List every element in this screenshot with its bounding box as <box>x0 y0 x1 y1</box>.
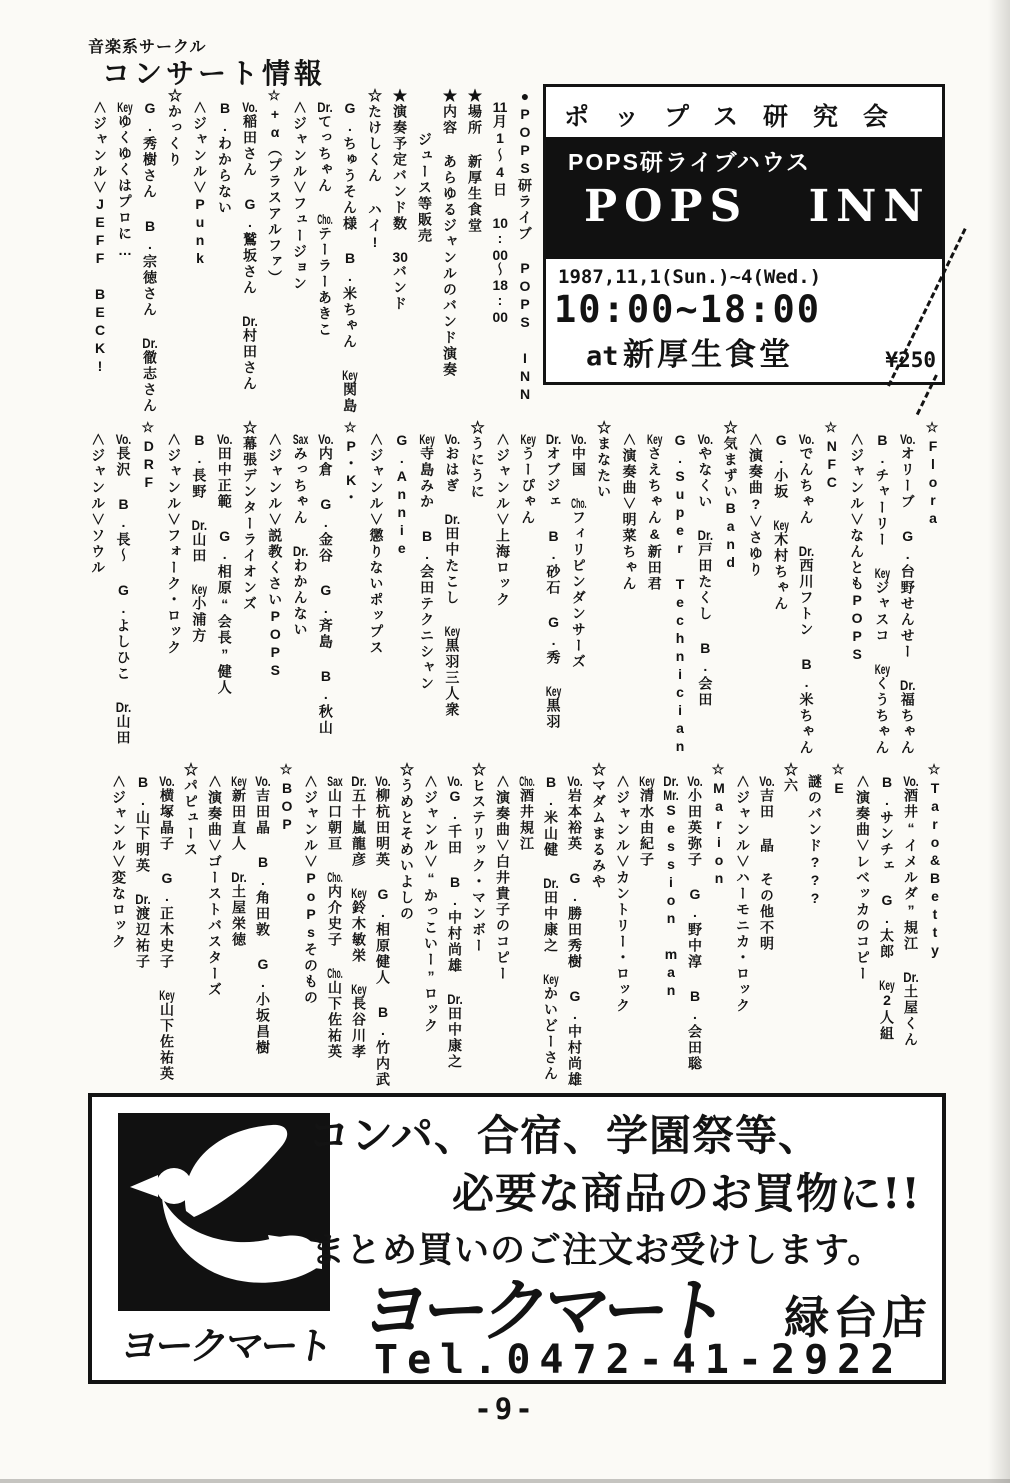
listing-column: Vo.横塚晶子 G.正木史子 Key山下佐祐英 <box>159 774 175 1082</box>
listing-column: ☆たけしくん ハイ! <box>367 88 383 252</box>
listing-column: Vo.やなくい Dr.戸田たくし B.会田 <box>697 432 714 708</box>
listing-column: ☆マダムまるみや <box>591 762 607 890</box>
store-name: ヨークマート <box>356 1271 730 1350</box>
listing-column: Dr.五十嵐龍彦 Key鈴木敏栄 Key長谷川孝 <box>351 774 367 1060</box>
store-branch: 緑台店 <box>784 1291 932 1344</box>
listing-column: 謎のバンド??? <box>807 774 823 908</box>
listing-column: ジュース等販売 <box>417 100 433 244</box>
store-phone: Tel.0472-41-2922 <box>374 1337 904 1383</box>
listing-column: ∧ジャンル∨PoPsそのもの <box>303 774 319 1006</box>
listing-column: ∧ジャンル∨説教くさいPOPS <box>267 432 284 680</box>
listing-column: ∧ジャンル∨なんともPOPS <box>849 432 866 664</box>
listing-column: 11月1〜4日 10:00〜18:00 <box>492 100 508 324</box>
listing-column: B.わからない <box>217 100 233 216</box>
listing-column: ∧演奏曲∨明菜ちゃん <box>621 432 638 592</box>
listing-column: Dr.オブジェ B.砂石 G.秀 Key黒羽 <box>545 432 562 730</box>
listing-column: G.小坂 Key木村ちゃん <box>773 432 790 612</box>
listing-column: Key新田直人 Dr.土屋栄徳 <box>231 774 247 948</box>
listing-column: ☆Marion <box>711 762 727 888</box>
listing-column: Key寺島みか B.会田テクニシャン <box>419 432 436 692</box>
listing-column: ☆うにうに <box>469 420 486 500</box>
scan-edge-right <box>988 0 1010 1483</box>
listing-column: ★演奏予定バンド数 30バンド <box>392 88 408 312</box>
listing-column: Vo.オリーブ G.台野せんせー Dr.福ちゃん <box>899 432 916 756</box>
place-name: 新厚生食堂 <box>622 337 793 372</box>
event-price: ¥250 <box>885 348 936 372</box>
listing-column: ☆六 <box>783 762 799 794</box>
listing-column: ☆BOP <box>279 762 295 834</box>
listing-column: B.米山健 Dr.田中康之 Keyかいどーさん <box>543 774 559 1082</box>
listing-column: ☆DRF <box>140 420 157 492</box>
listing-column: ∧ジャンル∨フォーク・ロック <box>166 432 183 656</box>
event-date: 1987,11,1(Sun.)~4(Wed.) <box>558 266 822 288</box>
ad-copy-line-1: コンパ、合宿、学園祭等、 <box>308 1111 822 1160</box>
listing-column: G.秀樹さん B.宗徳さん Dr.徹志さん <box>142 100 158 414</box>
listing-column: Keyうーぴゃん <box>520 432 537 526</box>
listings-band-bottom <box>107 762 947 1088</box>
listing-column: Vo.酒井“イメルダ”規江 Dr.土屋くん <box>903 774 919 1048</box>
listing-column: G.Annie <box>393 432 410 558</box>
listing-column: B.長野 Dr.山田 Key小浦方 <box>191 432 208 644</box>
scan-edge-bottom <box>0 1479 1010 1483</box>
listing-column: Vo.G.千田 B.中村尚雄 Dr.田中康之 <box>447 774 463 1070</box>
listing-column: ☆Flora <box>925 420 941 528</box>
listing-column: ∧ジャンル∨JEFF BECK! <box>92 100 108 376</box>
listing-column: ∧ジャンル∨カントリー・ロック <box>615 774 631 1014</box>
listing-column: B.山下明英 Dr.渡辺祐子 <box>135 774 151 970</box>
listing-column: Vo.おはぎ Dr.田中たこし Key黒羽三人衆 <box>444 432 461 718</box>
yorkmart-logo <box>118 1113 330 1311</box>
event-poster-box <box>543 84 945 385</box>
page-number: -9- <box>474 1392 536 1426</box>
listing-column: Vo.柳杭田明英 G.相原健人 B.竹内武 <box>375 774 391 1088</box>
listing-column: ●POPS研ライブ POPS INN <box>517 88 533 404</box>
listing-column: ∧ジャンル∨“かっこいー”ロック <box>423 774 439 1034</box>
listing-column: ☆P・K・ <box>343 420 360 506</box>
poster-black-banner <box>546 137 942 259</box>
ad-copy-line-3: まとめ買いのご注文お受けします。 <box>310 1230 884 1271</box>
listing-column: ☆まなたい <box>596 420 613 500</box>
listing-column: ☆+α（プラスアルファ） <box>267 88 283 286</box>
listing-column: Vo.吉田 晶 その他不明 <box>759 774 775 952</box>
listing-column: ☆E <box>831 762 847 798</box>
event-time: 10:00~18:00 <box>554 288 822 331</box>
listing-column: Dr.Mr.Session man <box>663 774 679 1000</box>
listing-column: B.サンチェ G.太郎 Key2人組 <box>879 774 895 1042</box>
listing-column: Vo.岩本裕英 G.勝田秀樹 G.中村尚雄 <box>567 774 583 1088</box>
listing-column: ★内容 あらゆるジャンルのバンド演奏 <box>442 88 458 378</box>
listing-column: Vo.田中正範 G.相原“会長”健人 <box>216 432 233 696</box>
yorkmart-logo-text: ヨークマート <box>117 1326 334 1368</box>
listing-column: G.Super Technician <box>672 432 689 756</box>
listing-column: ★場所 新厚生食堂 <box>467 88 483 234</box>
listing-column: ☆幕張デンターライオンズ <box>241 420 258 612</box>
listing-column: Key清水由紀子 <box>639 774 655 868</box>
listing-column: Keyゆくゆくはプロに… <box>117 100 133 260</box>
listing-column: Vo.内倉 G.金谷 G.斉島 B.秋山 <box>317 432 334 736</box>
listing-column: Vo.稲田さん G.鷲坂さん Dr.村田さん <box>242 100 258 392</box>
dove-icon <box>118 1113 330 1311</box>
listing-column: ∧ジャンル∨Punk <box>192 100 208 268</box>
listing-column: ☆ヒステリック・マンボー <box>471 762 487 954</box>
listing-column: G.ちゅうそん様 B.米ちゃん Key関島 <box>342 100 358 414</box>
listing-column: Vo.吉田晶 B.角田敦 G.小坂昌樹 <box>255 774 271 1056</box>
listings-band-middle <box>85 420 945 765</box>
listing-column: ∧ジャンル∨懲りないポップス <box>368 432 385 656</box>
event-place <box>586 329 793 374</box>
listing-column: ☆うめとそめいよしの <box>399 762 415 922</box>
ad-copy-line-2: 必要な商品のお買物に!! <box>452 1169 921 1218</box>
listing-column: ∧演奏曲?∨さゆり <box>747 432 764 578</box>
listing-column: Cho.酒井規江 <box>519 774 535 852</box>
listing-column: ☆かっくり <box>167 88 183 168</box>
listings-band-event-info <box>87 88 537 433</box>
listing-column: ☆パピュース <box>183 762 199 858</box>
at-label: at <box>586 341 619 372</box>
listing-column: ∧ジャンル∨ハーモニカ・ロック <box>735 774 751 1014</box>
listing-column: ∧ジャンル∨ソウル <box>90 432 107 576</box>
club-name: ポップス研究会 <box>564 103 914 131</box>
listing-column: Saxみっちゃん Dr.わかんない <box>292 432 309 638</box>
listing-column: ∧演奏曲∨ゴーストバスターズ <box>207 774 223 998</box>
listing-column: ☆気まずいBand <box>722 420 739 572</box>
section-kicker: 音楽系サークル <box>88 39 207 56</box>
poster-details <box>546 259 942 382</box>
listing-column: B.チャーリー Keyジャスコ Keyくうちゃん <box>874 432 891 756</box>
yorkmart-ad-box <box>88 1093 946 1384</box>
listing-column: Vo.小田英弥子 G.野中淳 B.会田聡 <box>687 774 703 1072</box>
listing-column: ∧演奏曲∨白井貴子のコピー <box>495 774 511 982</box>
page-title: コンサート情報 <box>102 58 327 89</box>
listing-column: ☆NFC <box>823 420 840 492</box>
listing-column: Keyさえちゃん&新田君 <box>646 432 663 592</box>
listing-column: Vo.でんちゃん Dr.西川フトン B.米ちゃん <box>798 432 815 756</box>
listing-column: ∧ジャンル∨フュージョン <box>292 100 308 292</box>
listing-column: ∧ジャンル∨変なロック <box>111 774 127 950</box>
dashed-diagonal-line-short <box>916 374 938 415</box>
listing-column: ☆Taro&Betty <box>927 762 943 960</box>
listing-column: Sax山口朝亘 Cho.内介史子 Cho.山下佐祐英 <box>327 774 343 1060</box>
listing-column: Vo.長沢 B.長〜 G.よしひこ Dr.山田 <box>115 432 132 746</box>
venue-name: POPS INN <box>584 181 931 232</box>
listing-column: ∧ジャンル∨上海ロック <box>494 432 511 608</box>
listing-column: ∧演奏曲∨レベッカのコピー <box>855 774 871 982</box>
listing-column: Vo.中国 Cho.フィリピンダンサーズ <box>570 432 587 670</box>
listing-column: Dr.てっちゃん Cho.テーラーあきこ <box>317 100 333 338</box>
venue-label: POPS研ライブハウス <box>568 149 812 175</box>
